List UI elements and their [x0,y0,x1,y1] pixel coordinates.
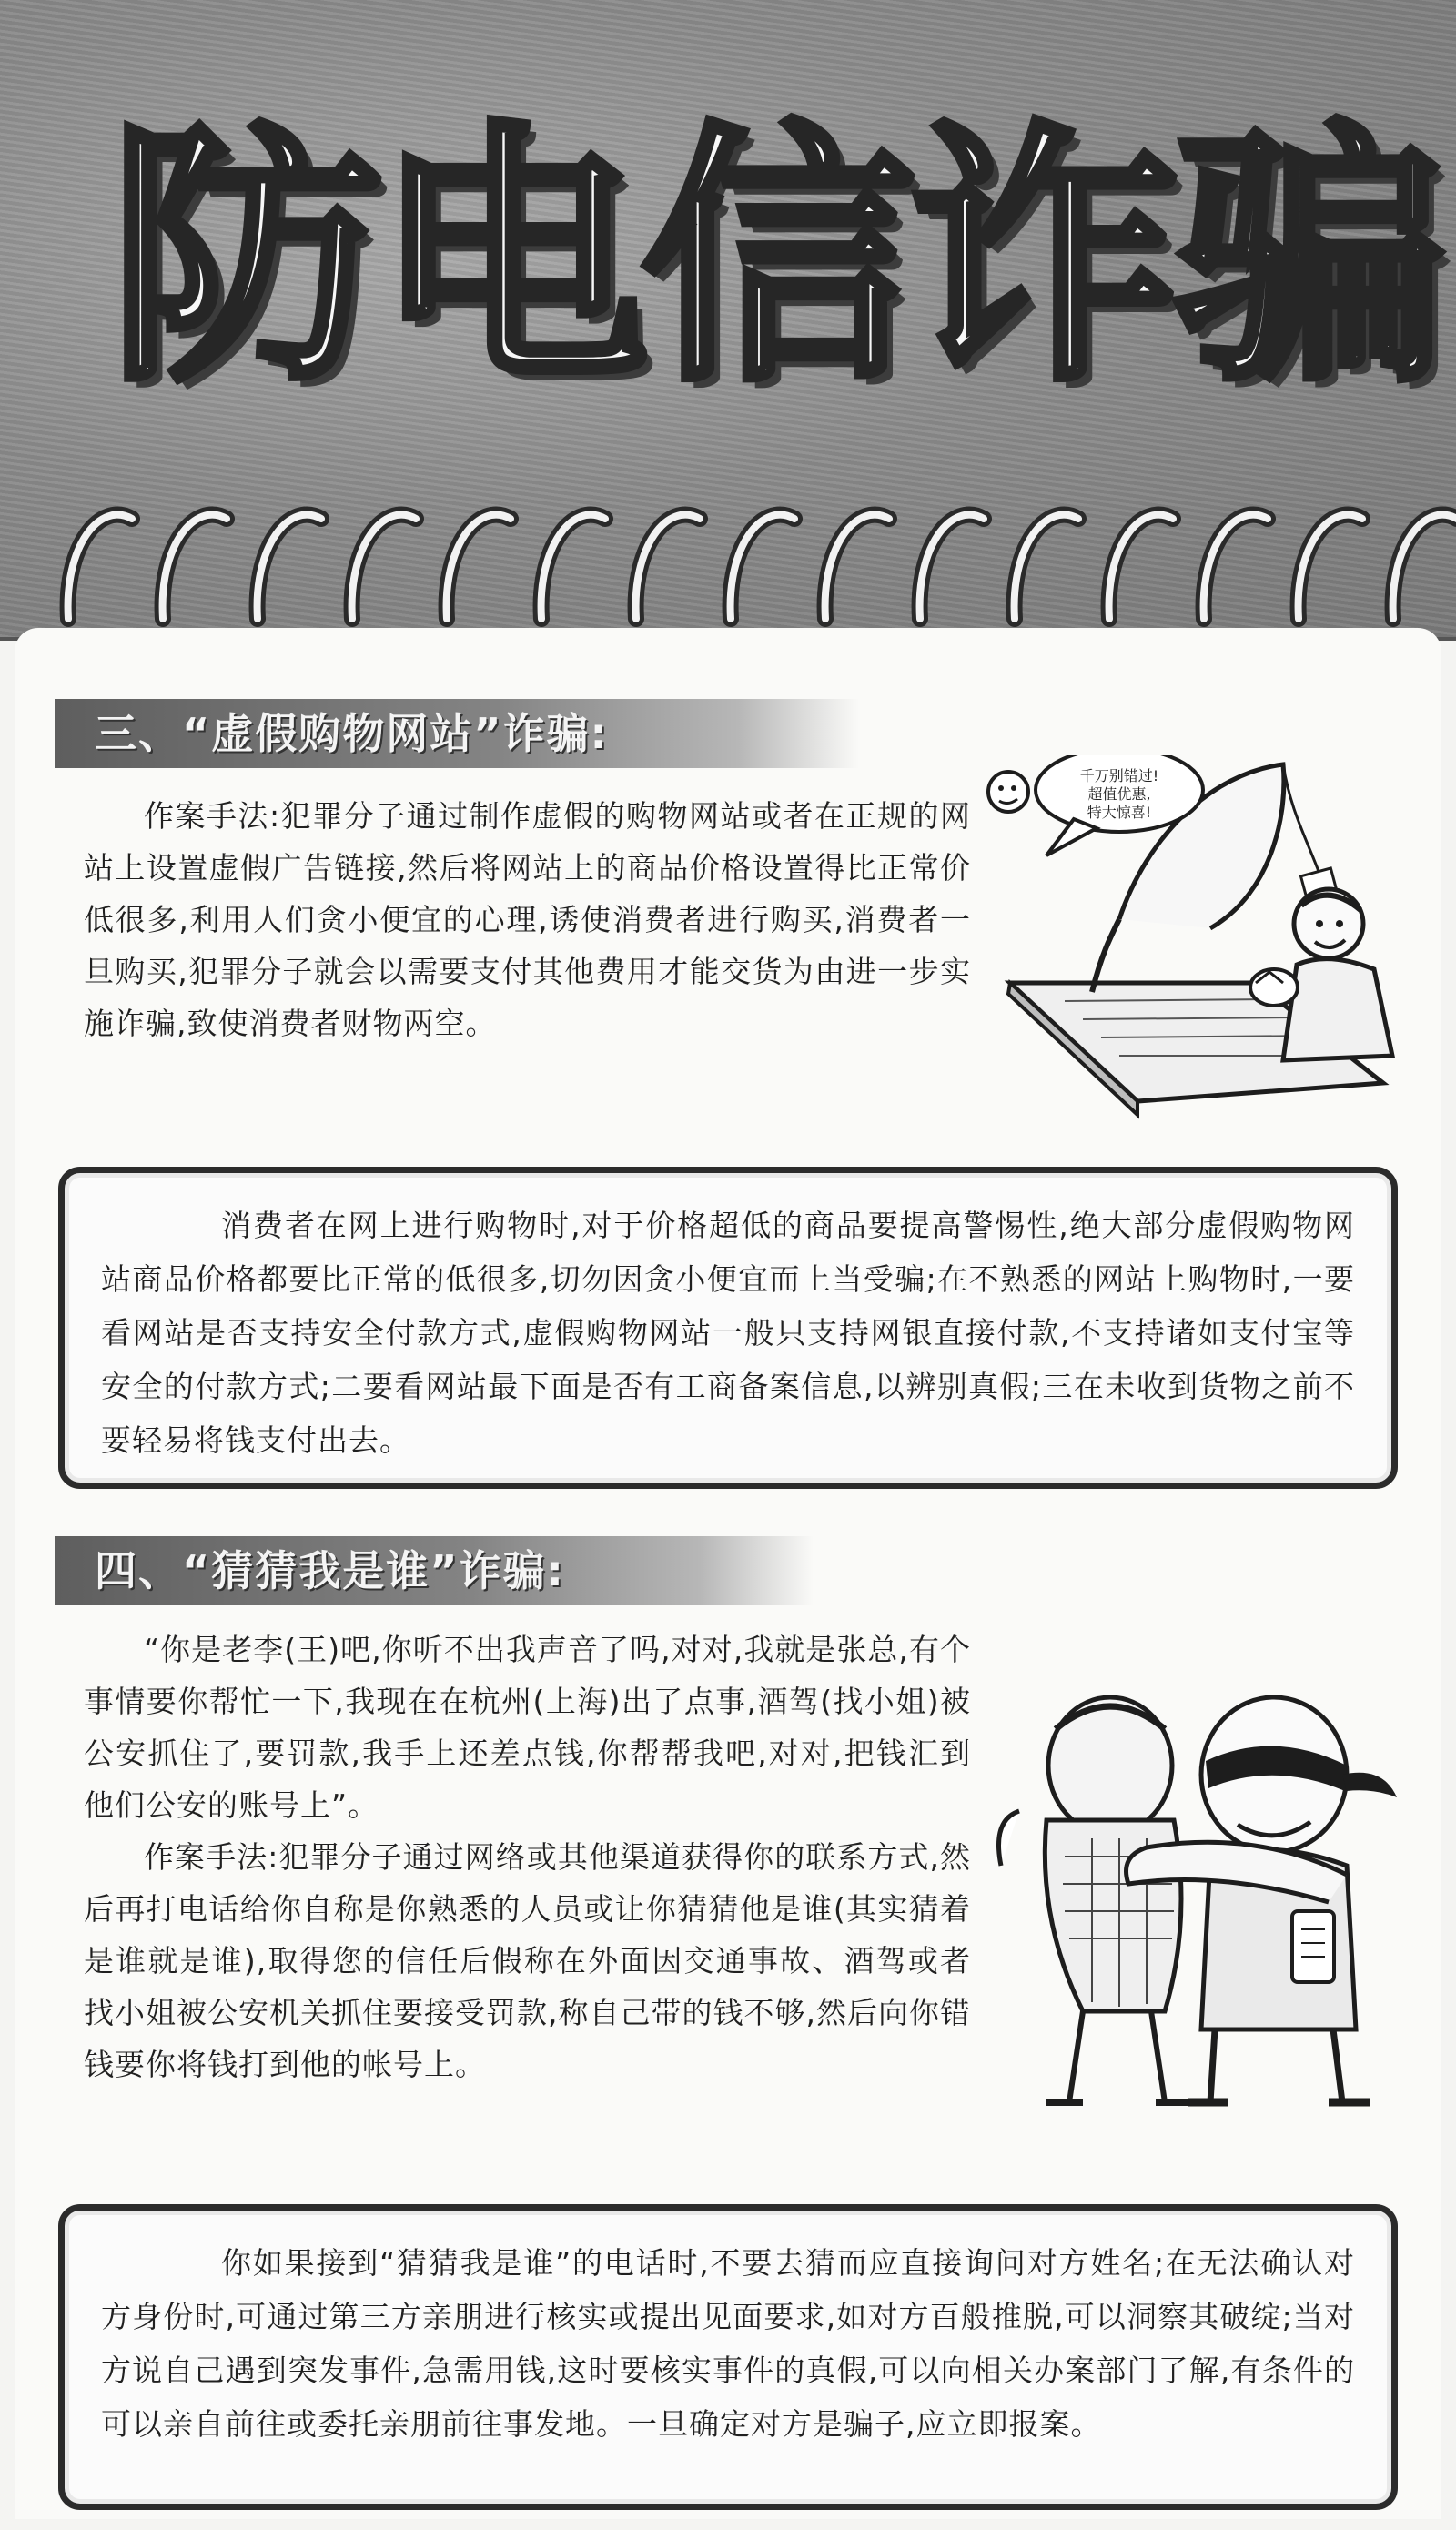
svg-text:超值优惠,: 超值优惠, [1087,785,1151,803]
binder-rings [0,482,1456,641]
laptop-scam-cartoon-icon [983,755,1410,1138]
binder-ring [541,515,605,619]
title-banner [0,0,1456,641]
binder-ring [447,515,511,619]
section3-tip: 消费者在网上进行购物时,对于价格超低的商品要提高警惕性,绝大部分虚假购物网站商品价格都要比正常的低很多,切勿因贪小便宜而上当受骗;在不熟悉的网站上购物时,一要看网站是否支持安全付款方式,虚假购物网站一般只支持网银直接付款,不支持诸如支付宝等安全的付款方式;二要看网站最下面是否有工商备案信息,以辨别真假;三在未收到货物之前不要轻易将钱支付出去。 [101,1208,1355,1458]
section3-tip-box [58,1167,1398,1489]
masked-thief-hugging-cartoon-icon [983,1629,1420,2139]
binder-ring [352,515,416,619]
binder-ring [1204,515,1268,619]
binder-ring [1015,515,1078,619]
svg-text:千万别错过!: 千万别错过! [1079,767,1159,784]
title-char: 信 [642,100,905,418]
section-heading-guess-who: 四、“猜猜我是谁”诈骗: [55,1536,814,1605]
binder-ring [825,515,889,619]
binder-ring [1109,515,1173,619]
section3-method-text [84,790,971,1049]
binder-ring [163,515,227,619]
binder-ring [920,515,984,619]
binder-ring [1393,515,1456,619]
binder-ring [68,515,132,619]
binder-ring [258,515,321,619]
title-char: 诈 [907,100,1172,418]
title-char: 骗 [1174,100,1438,418]
binder-ring [636,515,700,619]
banner-title [109,100,1438,418]
section4-text [84,1624,971,2090]
title-char: 防 [109,100,373,418]
section4-tip-box [58,2204,1398,2510]
section-heading-fake-shopping: 三、“虚假购物网站”诈骗: [55,699,859,768]
title-char: 电 [375,100,640,418]
binder-ring [1299,515,1362,619]
section4-method: 作案手法:犯罪分子通过网络或其他渠道获得你的联系方式,然后再打电话给你自称是你熟悉的人员或让你猜猜他是谁(其实猜着是谁就是谁),取得您的信任后假称在外面因交通事故、酒驾或者找小姐被公安机关抓住要接受罚款,称自己带的钱不够,然后向你错钱要你将钱打到他的帐号上。 [84,1839,971,2082]
svg-text:特大惊喜!: 特大惊喜! [1087,804,1152,821]
section4-quote: “你是老李(王)吧,你听不出我声音了吗,对对,我就是张总,有个事情要你帮忙一下,我现在在杭州(上海)出了点事,酒驾(找小姐)被公安抓住了,要罚款,我手上还差点钱,你帮帮我吧,对对,把钱汇到他们公安的账号上”。 [84,1632,971,1823]
section3-method: 作案手法:犯罪分子通过制作虚假的购物网站或者在正规的网站上设置虚假广告链接,然后将网站上的商品价格设置得比正常价低很多,利用人们贪小便宜的心理,诱使消费者进行购买,消费者一旦购买,犯罪分子就会以需要支付其他费用才能交货为由进一步实施诈骗,致使消费者财物两空。 [84,798,971,1041]
section4-tip: 你如果接到“猜猜我是谁”的电话时,不要去猜而应直接询问对方姓名;在无法确认对方身份时,可通过第三方亲朋进行核实或提出见面要求,如对方百般推脱,可以洞察其破绽;当对方说自己遇到突发事件,急需用钱,这时要核实事件的真假,可以向相关办案部门了解,有条件的可以亲自前往或委托亲朋前往事发地。一旦确定对方是骗子,应立即报案。 [101,2245,1355,2442]
binder-ring [731,515,794,619]
